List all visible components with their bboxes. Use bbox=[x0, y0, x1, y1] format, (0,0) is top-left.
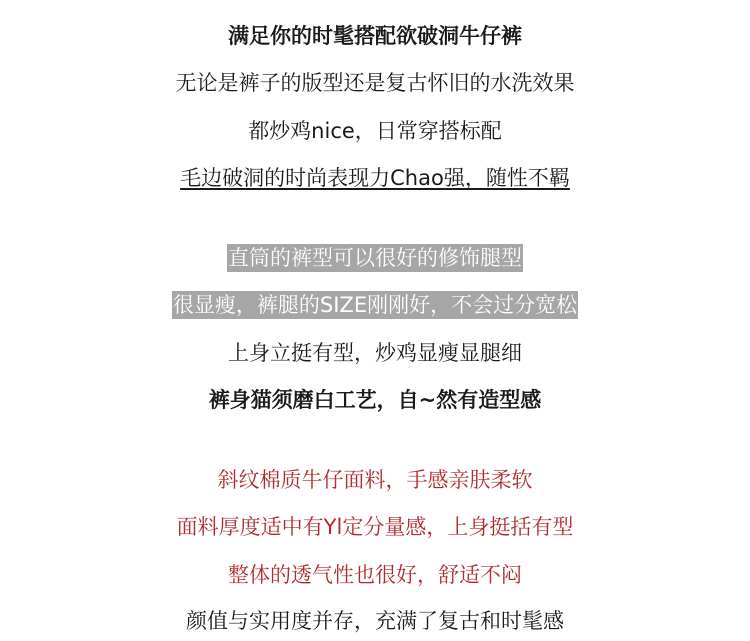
section1-heading: 满足你的时髦搭配欲破洞牛仔裤 bbox=[228, 24, 522, 48]
section1-line-3: 都炒鸡nice，日常穿搭标配 bbox=[248, 119, 502, 143]
section2-line-4: 裤身猫须磨白工艺，自~然有造型感 bbox=[208, 388, 542, 412]
section3-line-3: 整体的透气性也很好，舒适不闷 bbox=[228, 563, 522, 587]
section3-line-2: 面料厚度适中有Yl定分量感，上身挺括有型 bbox=[176, 515, 574, 539]
section1-line-4: 毛边破洞的时尚表现力Chao强，随性不羁 bbox=[180, 166, 570, 190]
section2-line-1-highlighted: 直筒的裤型可以很好的修饰腿型 bbox=[228, 246, 522, 270]
section2-line-2-highlighted: 很显瘦，裤腿的SIZE刚刚好，不会过分宽松 bbox=[172, 293, 578, 317]
section3-line-4: 颜值与实用度并存，充满了复古和时髦感 bbox=[186, 609, 564, 633]
section1-line-2: 无论是裤子的版型还是复古怀旧的水洗效果 bbox=[175, 71, 575, 95]
section2-line-3: 上身立挺有型，炒鸡显瘦显腿细 bbox=[228, 341, 522, 365]
section3-line-1: 斜纹棉质牛仔面料，手感亲肤柔软 bbox=[217, 468, 533, 492]
